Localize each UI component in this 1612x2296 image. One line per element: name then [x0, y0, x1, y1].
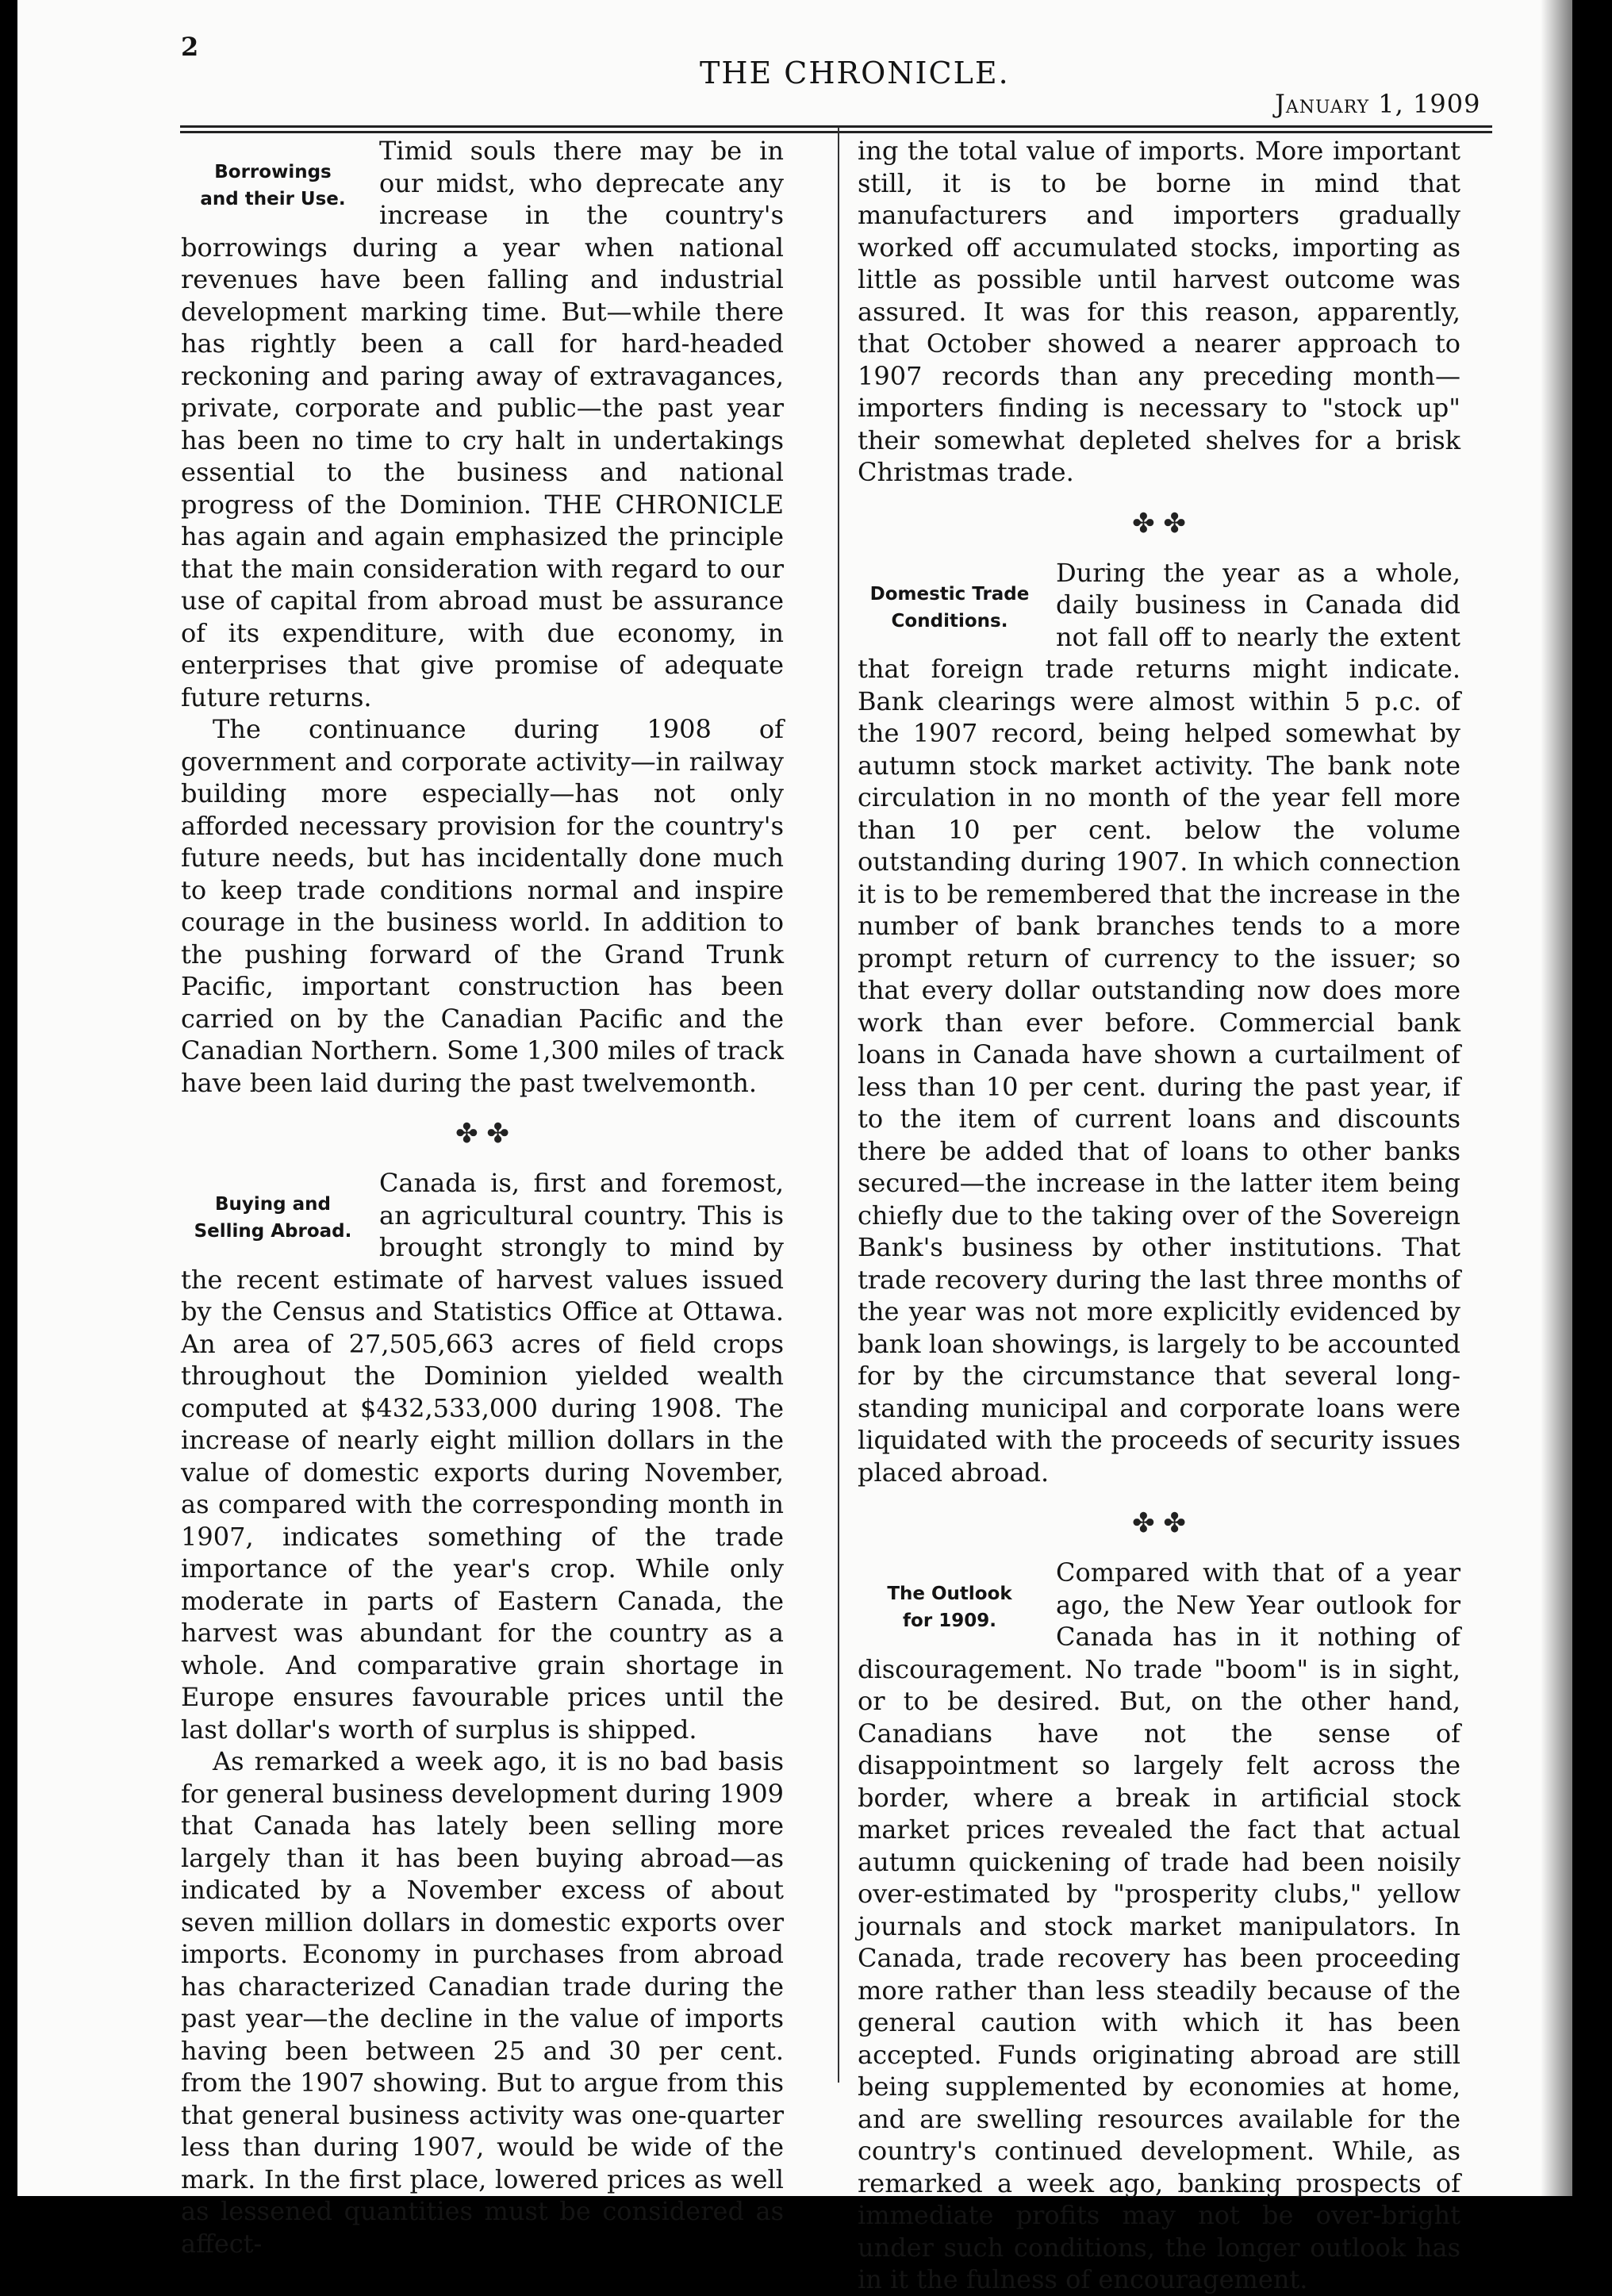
article-paragraph: Canada is, first and foremost, an agricultural country. This is brought strongly to mind by the recent estimate of harvest values issued by the Census and Statistics Office at Ottawa. An area of 27,505,663 acres of field crops throughout the Dominion yielded wealth computed at $432,533,000 during 1908. The increase of nearly eight million dollars in the value of domestic exports during November, as compared with the corresponding month in 1907, indicates something of the trade importance of the year's crop. While only moderate in parts of Eastern Canada, the harvest was abundant for the country as a whole. And comparative grain shortage in Europe ensures favourable prices until the last dollar's worth of surplus is shipped. [181, 1168, 784, 1745]
side-head-line: Domestic Trade [869, 583, 1030, 605]
side-head-buying-selling [181, 1191, 365, 1245]
side-head-borrowings [181, 159, 365, 213]
side-head-line: Selling Abroad. [194, 1221, 352, 1242]
article-paragraph-continued: ing the total value of imports. More important still, it is to be borne in mind that manufacturers and importers gradually worked off accumulated stocks, importing as little as possible until harvest outcome was assured. It was for this reason, apparently, that October showed a nearer approach to 1907 records than any preceding month—importers finding is necessary to "stock up" their somewhat depleted shelves for a brisk Christmas trade. [858, 136, 1460, 487]
side-head-line: Buying and [215, 1194, 331, 1215]
section-divider-ornament: ✤ ✤ [1132, 507, 1186, 539]
side-head-line: for 1909. [903, 1611, 996, 1631]
page-header [17, 0, 1572, 143]
section-divider-ornament: ✤ ✤ [1132, 1507, 1186, 1539]
article-paragraph: As remarked a week ago, it is no bad basis for general business development during 1909 that Canada has lately been selling more largely than it has been buying abroad—as indicated by a November excess of about seven million dollars in domestic exports over imports. Economy in purchases from abroad has characterized Canadian trade during the past year—the decline in the value of imports having been between 25 and 30 per cent. from the 1907 showing. But to argue from this that general business activity was one-quarter less than during 1907, would be wide of the mark. In the first place, lowered prices as well as lessened quantities must be considered as affect- [181, 1746, 784, 2259]
section-divider-ornament: ✤ ✤ [455, 1118, 509, 1150]
article-paragraph: The continuance during 1908 of government and corporate activity—in railway building more especially—has not only afforded necessary provision for the country's future needs, but has incidentally done much to keep trade conditions normal and inspire courage in the business world. In addition to the pushing forward of the Grand Trunk Pacific, important construction has been carried on by the Canadian Pacific and the Canadian Northern. Some 1,300 miles of track have been laid during the past twelvemonth. [181, 714, 784, 1098]
article-paragraph: Compared with that of a year ago, the New Year outlook for Canada has in it nothing of discouragement. No trade "boom" is in sight, or to be desired. But, on the other hand, Canadians have not the sense of disappointment so largely felt across the border, where a break in artificial stock market prices revealed the fact that actual autumn quickening of trade had been noisily over-estimated by "prosperity clubs," yellow journals and stock market manipulators. In Canada, trade recovery has been proceeding more rather than less steadily because of the general caution with which it has been accepted. Funds originating abroad are still being supplemented by economies at home, and are swelling resources available for the country's continued development. While, as remarked a week ago, banking prospects of immediate profits may not be over-bright under such conditions, the longer outlook has in it the fulness of encouragement. [858, 1557, 1460, 2294]
publication-title: THE CHRONICLE. [700, 56, 1010, 90]
article-paragraph: During the year as a whole, daily business in Canada did not fall off to nearly the extent that foreign trade returns might indicate. Bank clearings were almost within 5 p.c. of the 1907 record, being helped somewhat by autumn stock market activity. The bank note circulation in no month of the year fell more than 10 per cent. below the volume outstanding during 1907. In which connection it is to be remembered that the increase in the number of bank branches tends to a more prompt return of currency to the issuer; so that every dollar outstanding now does more work than ever before. Commercial bank loans in Canada have shown a curtailment of less than 10 per cent. during the past year, if to the item of current loans and discounts there be added that of loans to other banks secured—the increase in the latter item being chiefly due to the taking over of the Sovereign Bank's business by other institutions. That trade recovery during the last three months of the year was not more explicitly evidenced by bank loan showings, is largely to be accounted for by the circumstance that several long-standing municipal and corporate loans were liquidated with the proceeds of security issues placed abroad. [858, 557, 1460, 1488]
column-divider [838, 127, 839, 2083]
issue-date: January 1, 1909 [1275, 89, 1481, 119]
side-head-line: The Outlook [887, 1584, 1012, 1604]
header-rule-bottom [180, 131, 1492, 133]
page-number: 2 [181, 32, 199, 62]
right-column [858, 135, 1460, 2296]
side-head-domestic-trade [858, 581, 1042, 635]
side-head-line: Conditions. [891, 610, 1008, 632]
side-head-line: and their Use. [200, 189, 346, 209]
newspaper-page [17, 0, 1572, 2294]
header-rule-top [180, 125, 1492, 128]
article-paragraph: Timid souls there may be in our midst, who deprecate any increase in the country's borrowings during a year when national revenues have been falling and industrial development marking time. But—while there has rightly been a call for hard-headed reckoning and paring away of extravagances, private, corporate and public—the past year has been no time to cry halt in undertakings essential to the business and national progress of the Dominion. THE CHRONICLE has again and again emphasized the principle that the main consideration with regard to our use of capital from abroad must be assurance of its expenditure, with due economy, in enterprises that give promise of adequate future returns. [181, 136, 784, 712]
left-column [181, 135, 784, 2260]
side-head-line: Borrowings [214, 162, 332, 182]
side-head-outlook [858, 1580, 1042, 1634]
page-edge-shadow [1541, 0, 1572, 2196]
